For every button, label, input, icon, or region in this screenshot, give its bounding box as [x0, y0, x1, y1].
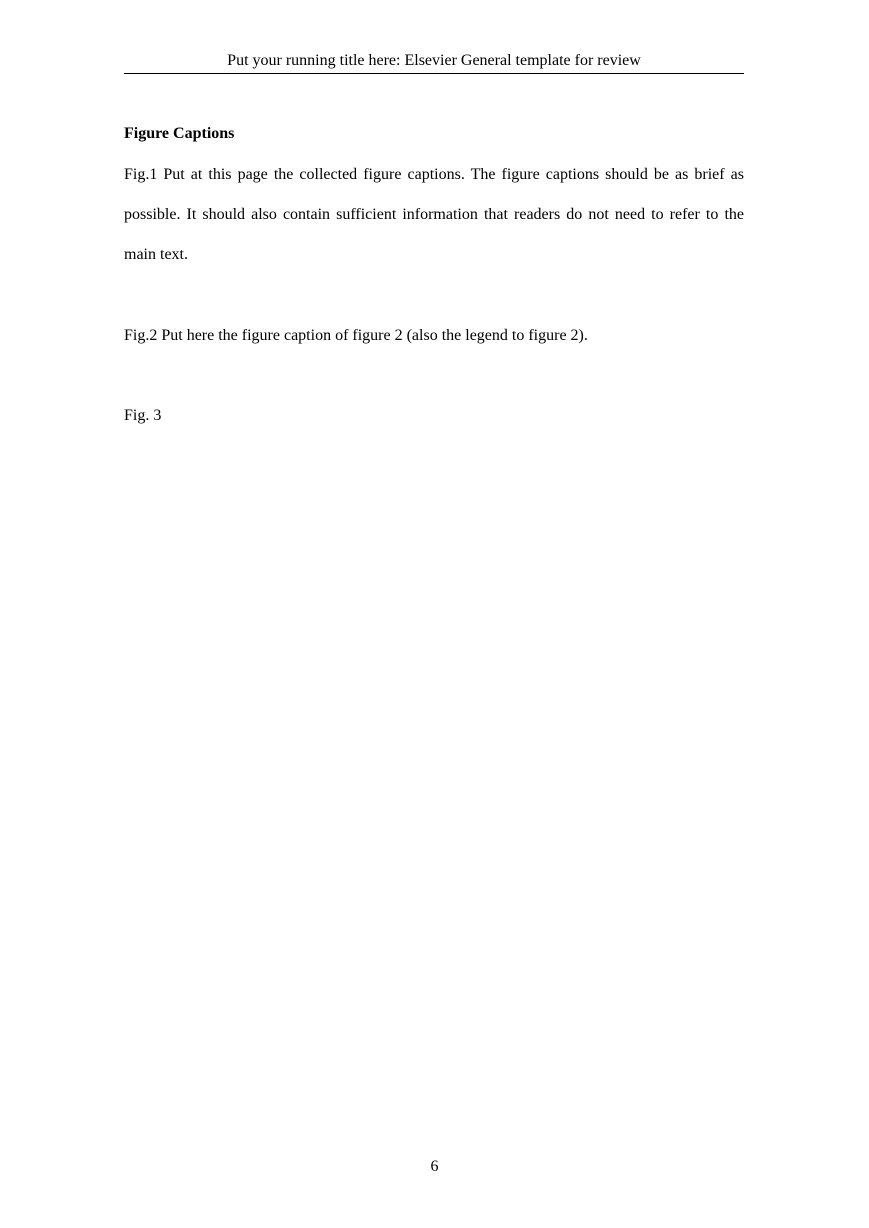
figure-caption-2: Fig.2 Put here the figure caption of figure 2 (also the legend to figure 2).	[124, 327, 588, 344]
running-title-header: Put your running title here: Elsevier General template for review	[124, 51, 744, 74]
section-heading: Figure Captions	[124, 125, 235, 142]
figure-caption-3: Fig. 3	[124, 407, 162, 424]
page-number: 6	[430, 1158, 439, 1175]
figure-caption-1: Fig.1 Put at this page the collected figure captions. The figure captions should be as brief as possible. It should also contain sufficient information that readers do not need to refer to the main text.	[124, 166, 744, 263]
